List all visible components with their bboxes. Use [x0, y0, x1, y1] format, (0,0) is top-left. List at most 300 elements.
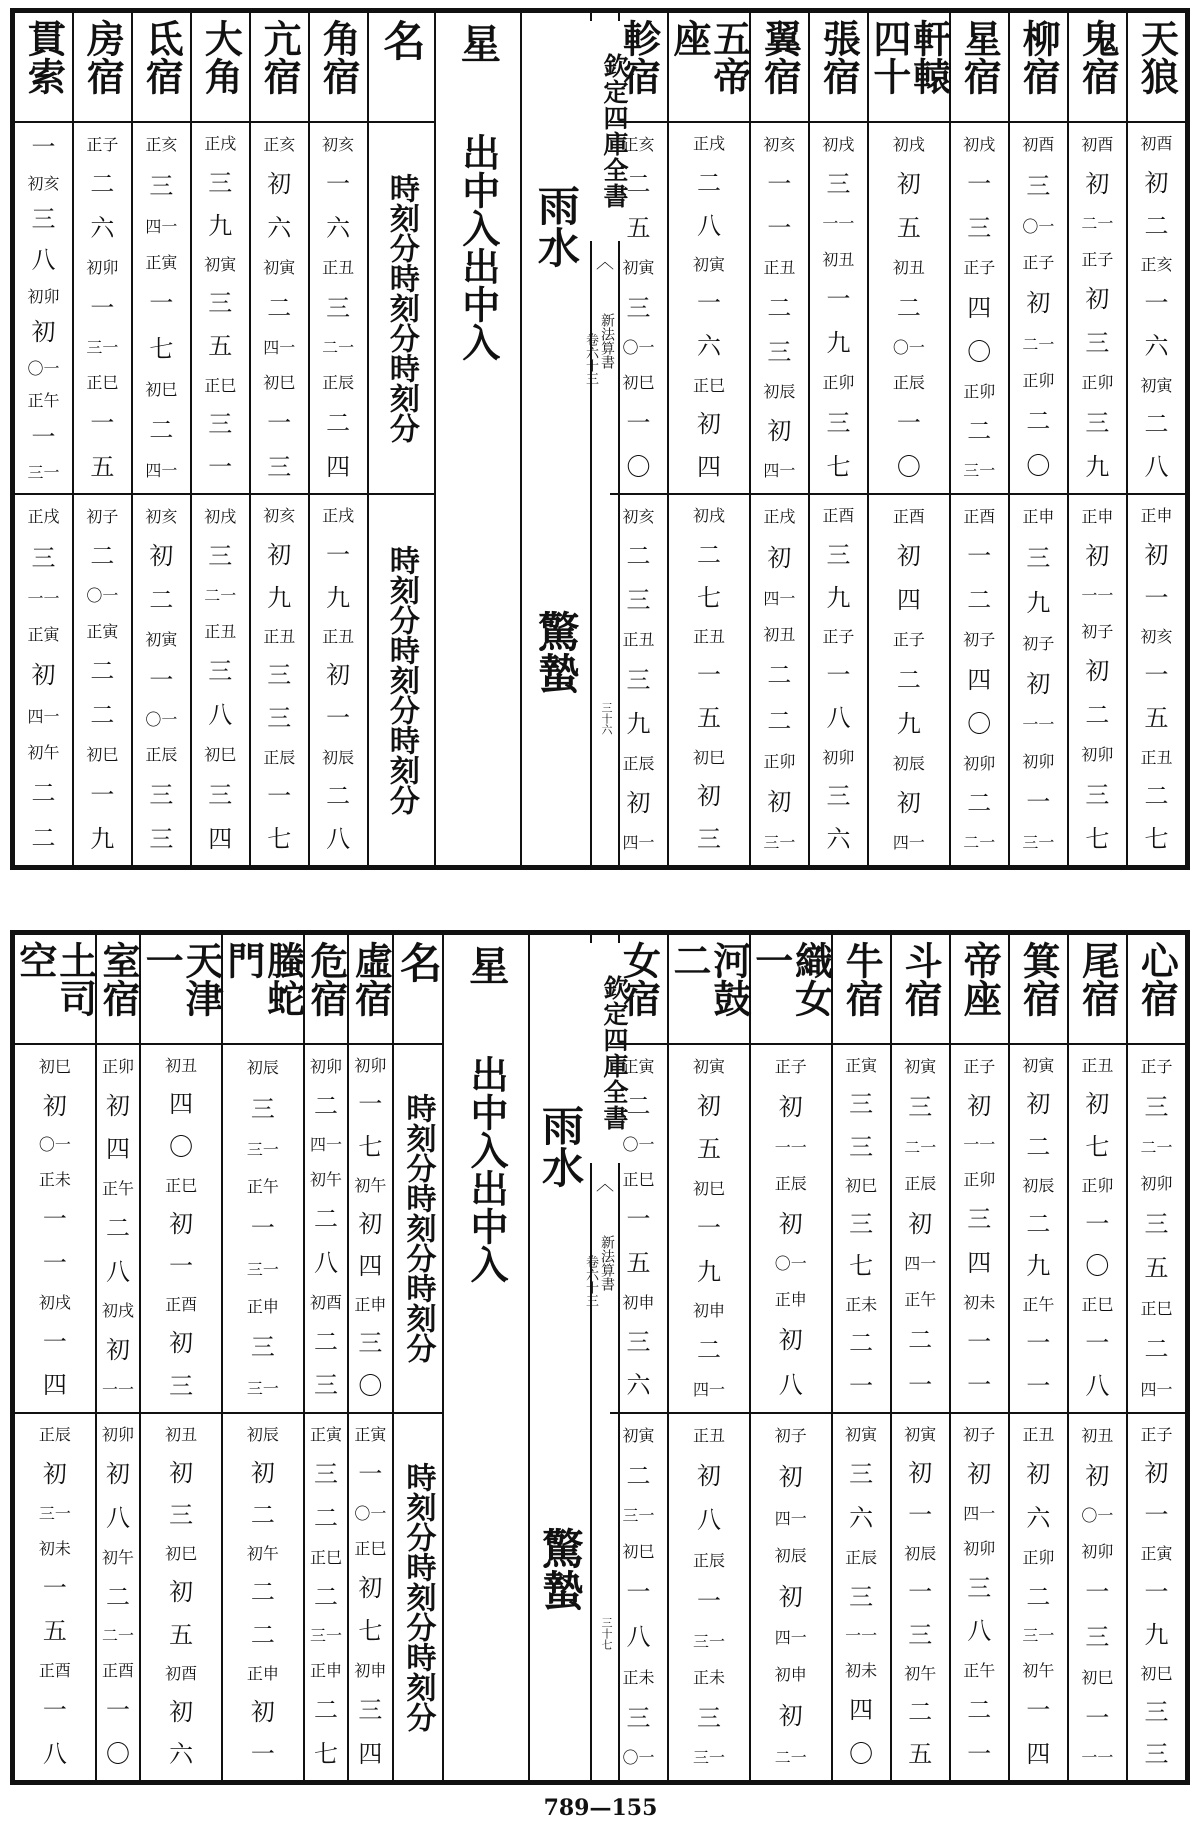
time-value: 二 [31, 779, 56, 808]
time-group [869, 493, 949, 865]
time-value: 七 [358, 1132, 383, 1161]
time-value: 初 [1026, 670, 1051, 699]
time-value: 〇 [1085, 1252, 1110, 1281]
time-value: 一 [250, 1214, 275, 1242]
time-value: 初 [696, 1461, 721, 1490]
time-group [310, 493, 367, 865]
time-value: 初戌 [101, 1301, 134, 1321]
time-value: 初辰 [892, 754, 925, 774]
star-column [1067, 13, 1126, 865]
time-value: 初丑 [892, 258, 925, 278]
time-value: 一 [908, 1578, 933, 1607]
time-value: 四一 [263, 337, 296, 357]
time-value: 〇一 [27, 359, 60, 379]
time-group [223, 1412, 303, 1781]
time-value: 正卯 [1081, 1175, 1114, 1195]
time-value: 初 [267, 170, 292, 199]
time-group [1128, 1412, 1185, 1781]
star-name-cell [97, 935, 139, 1045]
time-value: 一 [696, 661, 721, 690]
time-group [251, 493, 308, 865]
time-value: 九 [1026, 1252, 1051, 1281]
time-value: 〇一 [622, 1135, 655, 1155]
time-value: 九 [826, 329, 851, 358]
time-value: 九 [626, 709, 651, 738]
time-value: 初 [778, 1701, 803, 1730]
star-name: 河鼓二 [666, 941, 752, 1017]
time-value: 初戌 [38, 1292, 71, 1312]
time-value: 正辰 [845, 1547, 878, 1567]
time-value: 正酉 [963, 506, 996, 526]
time-group [15, 493, 72, 865]
time-value: 正丑 [622, 630, 655, 650]
time-value: 初 [149, 542, 174, 571]
time-value: 一 [1144, 1578, 1169, 1607]
time-value: 初寅 [622, 1425, 655, 1445]
star-column [220, 935, 306, 1780]
time-value: 正寅 [27, 625, 60, 645]
time-group [869, 123, 949, 493]
time-value: 四 [696, 453, 721, 482]
time-value: 四 [967, 1248, 992, 1277]
time-group [192, 123, 249, 493]
time-value: 正子 [892, 630, 925, 650]
time-value: 五 [908, 1740, 933, 1769]
time-group [833, 1045, 890, 1412]
spine-folio: 三十七 [600, 1617, 613, 1650]
time-value: 正卯 [1022, 1547, 1055, 1567]
time-value: 正寅 [309, 1425, 342, 1445]
time-value: 六 [169, 1740, 194, 1769]
time-value: 正子 [1140, 1057, 1173, 1077]
time-value: 初 [908, 1209, 933, 1238]
time-value: 三 [358, 1329, 383, 1358]
time-group [15, 1412, 95, 1781]
time-value: 正辰 [622, 754, 655, 774]
time-value: 三 [208, 289, 233, 318]
star-name: 亢宿 [257, 19, 303, 95]
time-value: 初寅 [845, 1425, 878, 1445]
time-value: 一 [267, 408, 292, 437]
time-group [833, 1412, 890, 1781]
time-group [141, 1412, 221, 1781]
time-value: 一一 [1022, 715, 1055, 735]
time-value: 初 [169, 1209, 194, 1238]
time-value: 一 [967, 1371, 992, 1400]
time-value: 二 [250, 1501, 275, 1530]
time-value: 一 [358, 1090, 383, 1119]
time-value: 初戌 [892, 134, 925, 154]
time-value: 正卯 [763, 751, 796, 771]
time-value: 一 [31, 133, 56, 162]
time-value: 四 [896, 586, 921, 615]
time-value: 〇一 [145, 709, 178, 729]
time-value: 初 [250, 1458, 275, 1487]
time-group [751, 1045, 831, 1412]
star-name-cell [139, 935, 224, 1045]
time-group [97, 1412, 139, 1781]
time-value: 〇一 [1081, 1506, 1114, 1526]
time-value: 初 [250, 1697, 275, 1726]
spine-folio: 三十六 [600, 702, 613, 735]
time-value: 正酉 [101, 1661, 134, 1681]
time-value: 正申 [774, 1290, 807, 1310]
time-value: 五 [42, 1617, 67, 1646]
time-value: 初 [778, 1209, 803, 1238]
time-value: 八 [696, 211, 721, 240]
time-value: 二 [1144, 781, 1169, 810]
time-group [610, 123, 667, 493]
time-value: 一 [1085, 1329, 1110, 1358]
time-value: 二 [149, 586, 174, 615]
time-value: 三一 [86, 337, 119, 357]
time-value: 正午 [904, 1290, 937, 1310]
fishtail-mark: ︿ [596, 252, 614, 273]
time-value: 二 [1026, 1132, 1051, 1161]
time-value: 一 [208, 453, 233, 482]
time-value: 一 [42, 1205, 67, 1234]
time-value: 九 [1085, 452, 1110, 481]
time-value: 二 [90, 656, 115, 685]
time-group [305, 1412, 347, 1781]
time-value: 初 [696, 409, 721, 438]
time-value: 三 [849, 1132, 874, 1161]
time-value: 初 [696, 1091, 721, 1120]
time-value: 正酉 [38, 1661, 71, 1681]
time-value: 正卯 [963, 1170, 996, 1190]
time-value: 四一 [145, 216, 178, 236]
time-group [305, 1045, 347, 1412]
time-value: 一 [169, 1252, 194, 1281]
time-value: 七 [149, 334, 174, 363]
time-group [951, 493, 1008, 865]
time-value: 初寅 [263, 258, 296, 278]
time-value: 五 [626, 214, 651, 243]
time-value: 八 [696, 1506, 721, 1535]
time-group [133, 123, 190, 493]
time-value: 初寅 [692, 1056, 725, 1076]
time-value: 四一 [774, 1508, 807, 1528]
time-value: 〇一 [774, 1254, 807, 1274]
time-value: 正午 [1022, 1295, 1055, 1315]
label-group [369, 123, 434, 493]
star-column [808, 13, 867, 865]
time-value: 初 [105, 1091, 130, 1120]
time-value: 二 [967, 789, 992, 818]
time-value: 正午 [101, 1179, 134, 1199]
time-value: 三一 [246, 1379, 279, 1399]
time-group [74, 493, 131, 865]
label-units: 時刻分時刻分時刻分 [400, 1093, 436, 1364]
spine-volume: 卷六十三 [583, 333, 598, 385]
star-column [1126, 13, 1185, 865]
time-value: 七 [1085, 1132, 1110, 1161]
time-value: 正巳 [204, 375, 237, 395]
time-value: 初 [767, 787, 792, 816]
star-name-cell [1128, 935, 1185, 1045]
time-value: 二 [1144, 211, 1169, 240]
time-value: 初寅 [1140, 375, 1173, 395]
time-value: 〇 [105, 1739, 130, 1768]
time-value: 六 [849, 1503, 874, 1532]
star-column [12, 935, 98, 1780]
star-name-cell [133, 13, 190, 123]
time-value: 初亥 [322, 134, 355, 154]
time-value: 二 [696, 540, 721, 569]
time-value: 三一 [692, 1631, 725, 1651]
star-name-cell [610, 935, 667, 1045]
time-value: 三 [169, 1501, 194, 1530]
time-value: 正午 [246, 1177, 279, 1197]
time-value: 〇 [967, 337, 992, 366]
star-column [610, 935, 667, 1780]
time-value: 初巳 [38, 1056, 71, 1076]
time-value: 正丑 [263, 627, 296, 646]
time-value: 正丑 [763, 258, 796, 278]
star-name-cell [192, 13, 249, 123]
time-value: 四 [967, 665, 992, 694]
time-value: 初寅 [692, 255, 725, 274]
time-value: 正申 [309, 1661, 342, 1681]
time-value: 二一 [101, 1626, 134, 1646]
time-value: 正辰 [263, 747, 296, 767]
time-value: 一 [967, 1739, 992, 1768]
time-value: 三一 [1022, 1626, 1055, 1646]
time-value: 六 [696, 332, 721, 361]
time-value: 一 [42, 1248, 67, 1277]
time-value: 二 [1144, 409, 1169, 438]
time-value: 初酉 [1140, 134, 1173, 154]
star-header: 星 [462, 945, 510, 985]
time-value: 二 [313, 1327, 338, 1356]
time-value: 正卯 [1081, 373, 1114, 393]
time-value: 初 [169, 1329, 194, 1358]
time-value: 一一 [822, 214, 855, 234]
time-value: 三 [849, 1582, 874, 1611]
time-value: 正巳 [165, 1175, 198, 1195]
time-value: 二 [896, 665, 921, 694]
time-value: 三 [908, 1620, 933, 1649]
label-name: 名 [377, 19, 427, 61]
time-value: 一 [1144, 661, 1169, 690]
star-name-cell [1128, 13, 1185, 123]
time-value: 三一 [27, 463, 60, 483]
time-group [1069, 123, 1126, 493]
time-value: 一 [826, 284, 851, 313]
time-value: 正亥 [622, 134, 655, 154]
star-column [72, 13, 131, 865]
time-value: 正酉 [165, 1295, 198, 1315]
time-value: 二 [696, 1336, 721, 1365]
time-group [97, 1045, 139, 1412]
time-value: 六 [1026, 1503, 1051, 1532]
time-value: 八 [313, 1248, 338, 1277]
time-group [892, 1045, 949, 1412]
time-value: 六 [90, 214, 115, 243]
time-group [810, 123, 867, 493]
time-value: 初子 [963, 1425, 996, 1445]
time-value: 五 [1144, 1254, 1169, 1283]
time-value: 三 [1026, 543, 1051, 572]
bottom-page [10, 930, 1190, 1785]
star-column [249, 13, 308, 865]
time-value: 九 [1026, 588, 1051, 617]
time-value: 四一 [622, 833, 655, 853]
time-value: 初卯 [1081, 1542, 1114, 1562]
time-value: 三 [267, 452, 292, 481]
time-value: 初 [1085, 284, 1110, 313]
time-value: 八 [626, 1622, 651, 1651]
time-value: 五 [696, 1135, 721, 1164]
time-group [1010, 1412, 1067, 1781]
time-group [751, 1412, 831, 1781]
time-value: 一 [967, 542, 992, 571]
time-value: 初亥 [263, 506, 296, 526]
time-value: 二 [31, 824, 56, 853]
time-value: 三 [31, 205, 56, 234]
time-value: 三一 [38, 1503, 71, 1523]
time-value: 初 [267, 540, 292, 569]
time-value: 正辰 [774, 1173, 807, 1193]
star-column [308, 13, 367, 865]
time-value: 〇 [896, 452, 921, 481]
time-value: 初 [626, 789, 651, 818]
star-name: 天狼 [1134, 19, 1180, 95]
time-value: 正子 [1022, 253, 1055, 273]
star-name: 五帝座 [666, 19, 752, 95]
star-name: 大角 [198, 19, 244, 95]
solar-term: 驚蟄 [531, 610, 581, 694]
time-value: 一 [1144, 289, 1169, 318]
time-value: 初戌 [963, 134, 996, 154]
time-value: 九 [208, 211, 233, 240]
time-value: 初辰 [774, 1545, 807, 1565]
time-group [610, 1412, 667, 1781]
time-value: 正未 [845, 1295, 878, 1315]
time-value: 〇一 [622, 1748, 655, 1768]
time-value: 三 [626, 1703, 651, 1732]
time-value: 一 [1026, 787, 1051, 816]
time-value: 初子 [1022, 633, 1055, 653]
time-value: 七 [267, 825, 292, 854]
time-value: 三 [1085, 1622, 1110, 1651]
time-value: 正辰 [892, 373, 925, 393]
time-value: 一 [326, 704, 351, 733]
star-name: 箕宿 [1016, 941, 1062, 1017]
time-value: 一 [1144, 1501, 1169, 1530]
time-value: 二 [767, 706, 792, 735]
time-value: 初未 [38, 1538, 71, 1558]
time-value: 一 [326, 170, 351, 199]
time-value: 初卯 [309, 1056, 342, 1076]
top-right-table [610, 13, 1185, 865]
time-value: 三 [826, 540, 851, 569]
time-value: 正寅 [86, 621, 119, 641]
time-value: 初卯 [963, 1538, 996, 1558]
time-group [1128, 493, 1185, 865]
time-value: 三 [208, 168, 233, 197]
time-value: 九 [326, 583, 351, 612]
time-value: 正丑 [204, 621, 237, 641]
time-group [133, 493, 190, 865]
time-group [1010, 1045, 1067, 1412]
time-value: 三 [967, 214, 992, 243]
time-value: 四一 [27, 706, 60, 726]
star-name: 土司空 [12, 941, 98, 1017]
time-value: 初巳 [845, 1175, 878, 1195]
time-value: 三 [149, 171, 174, 200]
time-value: 正子 [822, 627, 855, 646]
time-value: 四 [326, 452, 351, 481]
time-value: 〇一 [1022, 216, 1055, 236]
time-value: 四 [208, 824, 233, 853]
time-group [810, 493, 867, 865]
time-value: 正丑 [692, 1425, 725, 1445]
rise-culminate-set: 出中入出中入 [463, 1055, 509, 1283]
time-value: 一 [626, 1578, 651, 1607]
time-value: 〇 [626, 452, 651, 481]
time-value: 初子 [963, 630, 996, 650]
star-column [949, 935, 1008, 1780]
star-column [139, 935, 224, 1780]
time-value: 三一 [622, 1506, 655, 1526]
time-group [192, 493, 249, 865]
time-value: 二 [90, 170, 115, 199]
time-value: 一一 [1081, 586, 1114, 606]
time-value: 三 [908, 1093, 933, 1122]
label-units: 時刻分時刻分時刻分 [383, 545, 419, 815]
time-value: 二 [267, 293, 292, 322]
star-column [347, 935, 394, 1780]
time-value: 九 [696, 1257, 721, 1286]
time-value: 初卯 [27, 286, 60, 306]
rise-culminate-set: 出中入出中入 [455, 133, 501, 361]
time-value: 二 [967, 1696, 992, 1725]
star-column [666, 935, 752, 1780]
time-value: 初巳 [622, 373, 655, 393]
time-value: 初 [967, 1460, 992, 1489]
time-value: 三 [1085, 329, 1110, 358]
time-value: 三一 [246, 1259, 279, 1279]
time-value: 初卯 [1140, 1173, 1173, 1193]
time-value: 初丑 [165, 1424, 198, 1444]
time-value: 初午 [246, 1544, 279, 1564]
time-value: 二 [1026, 1209, 1051, 1238]
star-name: 心宿 [1134, 941, 1180, 1017]
star-column [15, 13, 72, 865]
time-group [610, 493, 667, 865]
time-value: 二 [105, 1214, 130, 1243]
time-value: 〇一 [38, 1135, 71, 1155]
time-value: 正亥 [263, 134, 296, 154]
star-column [1008, 935, 1067, 1780]
time-value: 初午 [101, 1547, 134, 1567]
time-value: 初酉 [1022, 135, 1055, 155]
time-value: 初 [169, 1578, 194, 1607]
time-value: 正子 [1140, 1424, 1173, 1444]
time-value: 初 [31, 661, 56, 690]
time-value: 初 [1026, 1090, 1051, 1119]
time-value: 〇 [967, 709, 992, 738]
time-value: 初卯 [354, 1056, 387, 1076]
time-group [1069, 493, 1126, 865]
time-value: 正申 [354, 1295, 387, 1315]
star-name-cell [1069, 13, 1126, 123]
time-value: 正未 [38, 1170, 71, 1190]
time-value: 正巳 [1081, 1295, 1114, 1315]
time-value: 正巳 [86, 373, 119, 393]
time-value: 初亥 [1140, 627, 1173, 646]
